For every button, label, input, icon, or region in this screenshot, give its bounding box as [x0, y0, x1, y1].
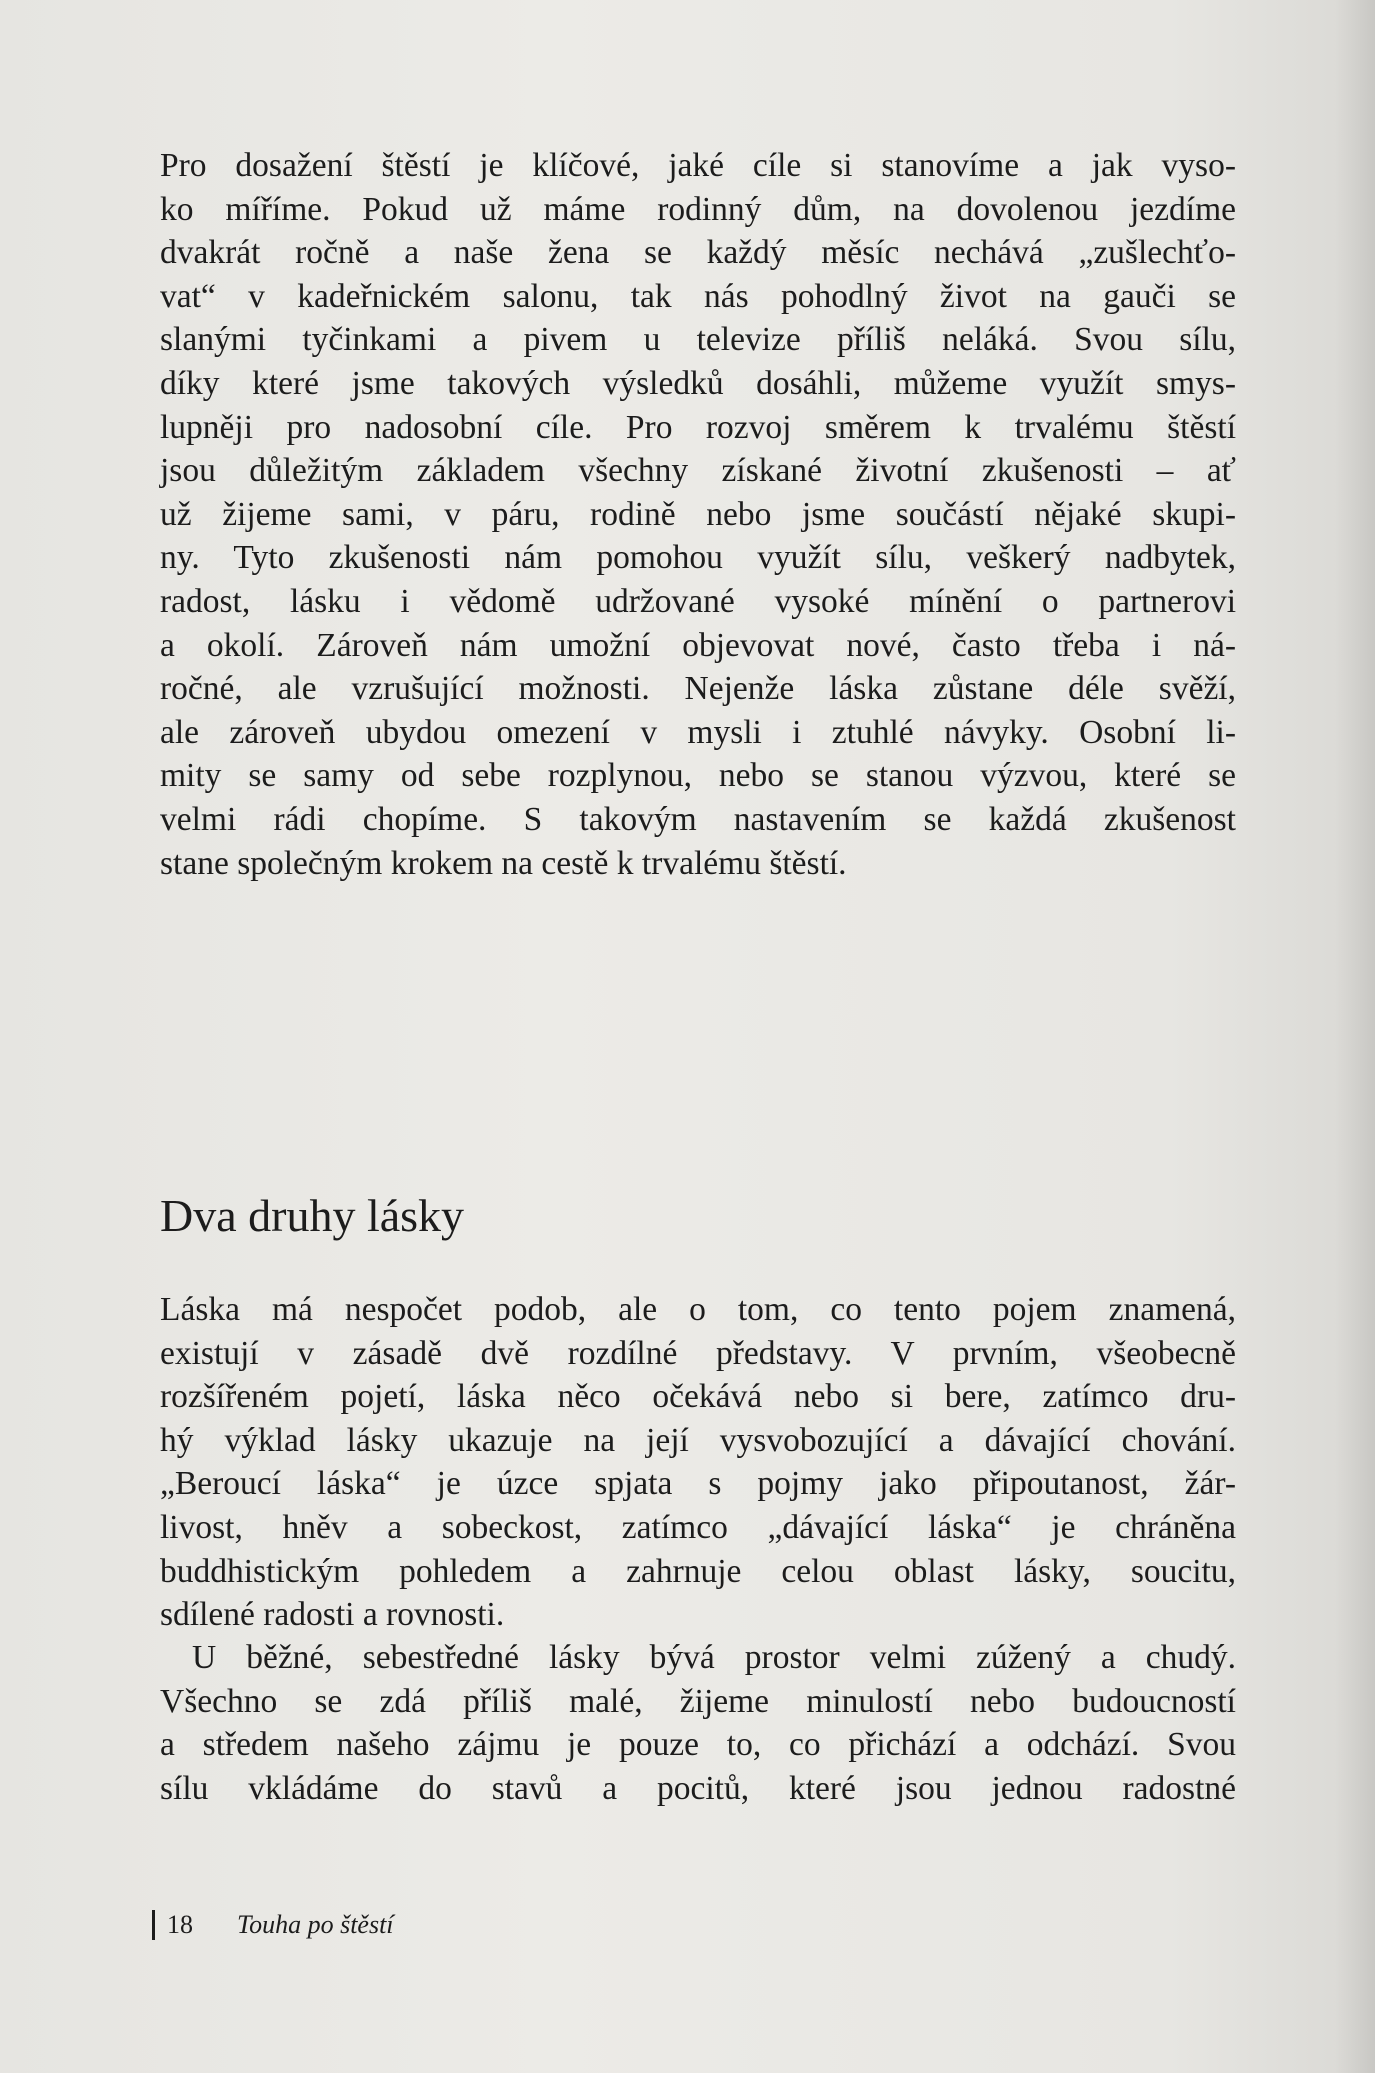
text-line: a okolí. Zároveň nám umožní objevovat nové, často třeba i ná- — [160, 626, 1236, 664]
text-line: vat“ v kadeřnickém salonu, tak nás pohodlný život na gauči se — [160, 277, 1236, 315]
text-line: mity se samy od sebe rozplynou, nebo se stanou výzvou, které se — [160, 757, 1236, 795]
text-line: jsou důležitým základem všechny získané životní zkušenosti – ať — [160, 452, 1236, 490]
text-line: Všechno se zdá příliš malé, žijeme minulostí nebo budoucností — [160, 1682, 1236, 1720]
text-line: dvakrát ročně a naše žena se každý měsíc nechává „zušlechťo- — [160, 234, 1236, 272]
text-line: velmi rádi chopíme. S takovým nastavením se každá zkušenost — [160, 800, 1236, 838]
text-line: už žijeme sami, v páru, rodině nebo jsme součástí nějaké skupi- — [160, 495, 1236, 533]
text-line: U běžné, sebestředné lásky bývá prostor velmi zúžený a chudý. — [192, 1639, 1236, 1676]
text-line: sílu vkládáme do stavů a pocitů, které jsou jednou radostné — [160, 1769, 1236, 1807]
text-line: a středem našeho zájmu je pouze to, co přichází a odchází. Svou — [160, 1726, 1236, 1764]
footer-rule — [152, 1910, 155, 1940]
section-heading: Dva druhy lásky — [160, 1190, 465, 1241]
text-line: stane společným krokem na cestě k trvalému štěstí. — [160, 844, 847, 882]
text-line: ny. Tyto zkušenosti nám pomohou využít sílu, veškerý nadbytek, — [160, 539, 1236, 577]
text-line: existují v zásadě dvě rozdílné představy. V prvním, všeobecně — [160, 1334, 1236, 1372]
text-line: slanými tyčinkami a pivem u televize příliš neláká. Svou sílu, — [160, 321, 1236, 359]
paragraph-3 — [160, 1636, 1236, 1810]
text-line: sdílené radosti a rovnosti. — [160, 1596, 505, 1634]
text-line: livost, hněv a sobeckost, zatímco „dávající láska“ je chráněna — [160, 1508, 1236, 1546]
text-line: hý výklad lásky ukazuje na její vysvobozující a dávající chování. — [160, 1421, 1236, 1459]
paragraph-1 — [160, 144, 1236, 885]
text-line: buddhistickým pohledem a zahrnuje celou oblast lásky, soucitu, — [160, 1552, 1236, 1590]
text-line: ročné, ale vzrušující možnosti. Nejenže láska zůstane déle svěží, — [160, 670, 1236, 708]
text-line: ale zároveň ubydou omezení v mysli i ztuhlé návyky. Osobní li- — [160, 713, 1236, 751]
text-line: „Beroucí láska“ je úzce spjata s pojmy jako připoutanost, žár- — [160, 1465, 1236, 1503]
running-title: Touha po štěstí — [237, 1910, 394, 1939]
page-edge-shadow — [1335, 0, 1375, 2073]
page-footer — [152, 1908, 394, 1942]
text-line: radost, lásku i vědomě udržované vysoké mínění o partnerovi — [160, 582, 1236, 620]
text-line: díky které jsme takových výsledků dosáhli, můžeme využít smys- — [160, 364, 1236, 402]
page-number: 18 — [167, 1910, 193, 1939]
text-line: ko míříme. Pokud už máme rodinný dům, na dovolenou jezdíme — [160, 190, 1236, 228]
text-line: Pro dosažení štěstí je klíčové, jaké cíle si stanovíme a jak vyso- — [160, 147, 1236, 184]
text-line: Láska má nespočet podob, ale o tom, co tento pojem znamená, — [160, 1291, 1236, 1328]
text-line: lupněji pro nadosobní cíle. Pro rozvoj směrem k trvalému štěstí — [160, 408, 1236, 446]
paragraph-2 — [160, 1288, 1236, 1637]
text-line: rozšířeném pojetí, láska něco očekává nebo si bere, zatímco dru- — [160, 1378, 1236, 1416]
